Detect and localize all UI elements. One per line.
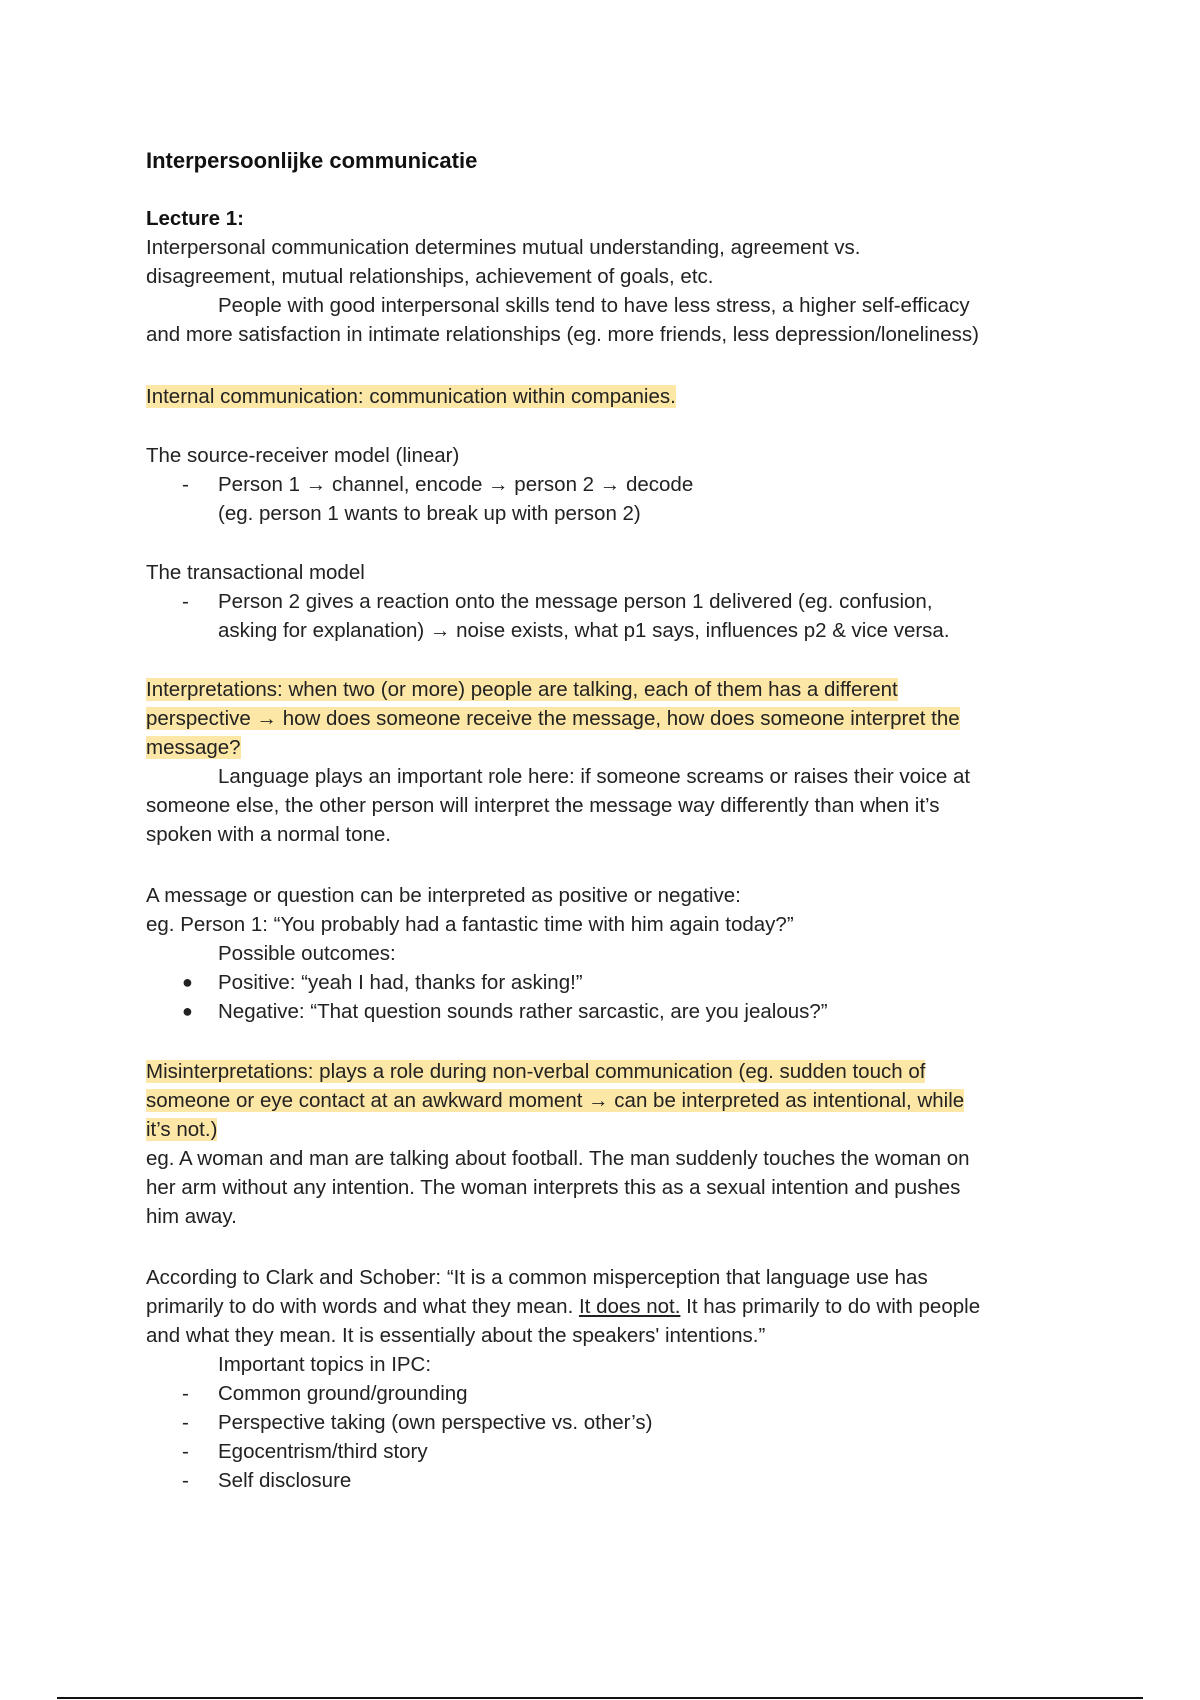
paragraph-text: primarily to do with words and what they mean. (146, 1295, 579, 1318)
highlighted-definition: perspective → how does someone receive the message, how does someone interpret the (146, 707, 960, 730)
lecture-section (146, 204, 1066, 349)
paragraph-line: A message or question can be interpreted as positive or negative: (146, 884, 741, 907)
list-item-continuation: asking for explanation) → noise exists, what p1 says, influences p2 & vice versa. (218, 619, 950, 642)
paragraph-line: spoken with a normal tone. (146, 823, 391, 846)
paragraph-line: him away. (146, 1205, 237, 1228)
list-item-text: Self disclosure (218, 1469, 352, 1492)
paragraph-text: It has primarily to do with people (680, 1295, 981, 1318)
list-item-text: Negative: “That question sounds rather sarcastic, are you jealous?” (218, 1000, 828, 1023)
list-item (146, 1437, 1066, 1466)
list-item-continuation: (eg. person 1 wants to break up with person 2) (218, 502, 641, 525)
dash-marker: - (182, 1382, 189, 1405)
model-heading: The transactional model (146, 561, 365, 584)
highlighted-definition: Misinterpretations: plays a role during non-verbal communication (eg. sudden touch of (146, 1060, 926, 1083)
list-item-text: Common ground/grounding (218, 1382, 468, 1405)
list-item (146, 1466, 1066, 1495)
paragraph-line: Language plays an important role here: if someone screams or raises their voice at (218, 765, 971, 788)
internal-communication (146, 382, 1066, 411)
paragraph-line (146, 1292, 1066, 1321)
paragraph-line: and what they mean. It is essentially about the speakers' intentions.” (146, 1324, 766, 1347)
list-item-text: Perspective taking (own perspective vs. other’s) (218, 1411, 653, 1434)
list-item (146, 1379, 1066, 1408)
highlighted-definition: it’s not.) (146, 1118, 218, 1141)
list-item (146, 997, 1066, 1026)
highlighted-definition: message? (146, 736, 241, 759)
bullet-marker: ● (182, 1001, 193, 1021)
paragraph-line: Possible outcomes: (218, 942, 396, 965)
paragraph-line: eg. Person 1: “You probably had a fantastic time with him again today?” (146, 913, 794, 936)
message-example-section (146, 881, 1066, 1026)
page-bottom-rule (57, 1697, 1143, 1699)
dash-marker: - (182, 473, 189, 496)
dash-marker: - (182, 1440, 189, 1463)
list-item-text: Egocentrism/third story (218, 1440, 428, 1463)
paragraph-line: and more satisfaction in intimate relationships (eg. more friends, less depression/loneliness) (146, 323, 979, 346)
misinterpretations-section (146, 1057, 1066, 1231)
list-item (146, 587, 1066, 616)
source-receiver-section (146, 441, 1066, 528)
list-item-text: Person 1 → channel, encode → person 2 → decode (218, 473, 694, 496)
paragraph-line: eg. A woman and man are talking about football. The man suddenly touches the woman on (146, 1147, 970, 1170)
model-heading: The source-receiver model (linear) (146, 444, 460, 467)
list-item-text: Positive: “yeah I had, thanks for asking!” (218, 971, 583, 994)
clark-schober-section (146, 1263, 1066, 1495)
paragraph-line: disagreement, mutual relationships, achievement of goals, etc. (146, 265, 714, 288)
interpretations-section (146, 675, 1066, 849)
lecture-heading: Lecture 1: (146, 207, 244, 230)
transactional-section (146, 558, 1066, 645)
paragraph-line: her arm without any intention. The woman interprets this as a sexual intention and pushes (146, 1176, 961, 1199)
paragraph-line: People with good interpersonal skills tend to have less stress, a higher self-efficacy (218, 294, 970, 317)
highlighted-definition: Interpretations: when two (or more) people are talking, each of them has a different (146, 678, 898, 701)
list-item-text: Person 2 gives a reaction onto the message person 1 delivered (eg. confusion, (218, 590, 933, 613)
dash-marker: - (182, 1411, 189, 1434)
dash-marker: - (182, 1469, 189, 1492)
paragraph-line: According to Clark and Schober: “It is a common misperception that language use has (146, 1266, 928, 1289)
highlighted-definition: Internal communication: communication within companies. (146, 385, 676, 408)
paragraph-line: Interpersonal communication determines mutual understanding, agreement vs. (146, 236, 861, 259)
list-item (146, 968, 1066, 997)
list-item (146, 1408, 1066, 1437)
highlighted-definition: someone or eye contact at an awkward moment → can be interpreted as intentional, while (146, 1089, 965, 1112)
dash-marker: - (182, 590, 189, 613)
topics-heading: Important topics in IPC: (218, 1353, 432, 1376)
bullet-marker: ● (182, 972, 193, 992)
list-item (146, 470, 1066, 499)
paragraph-line: someone else, the other person will interpret the message way differently than when it’s (146, 794, 940, 817)
underlined-text: It does not. (578, 1295, 681, 1318)
document-title: Interpersoonlijke communicatie (146, 148, 478, 173)
